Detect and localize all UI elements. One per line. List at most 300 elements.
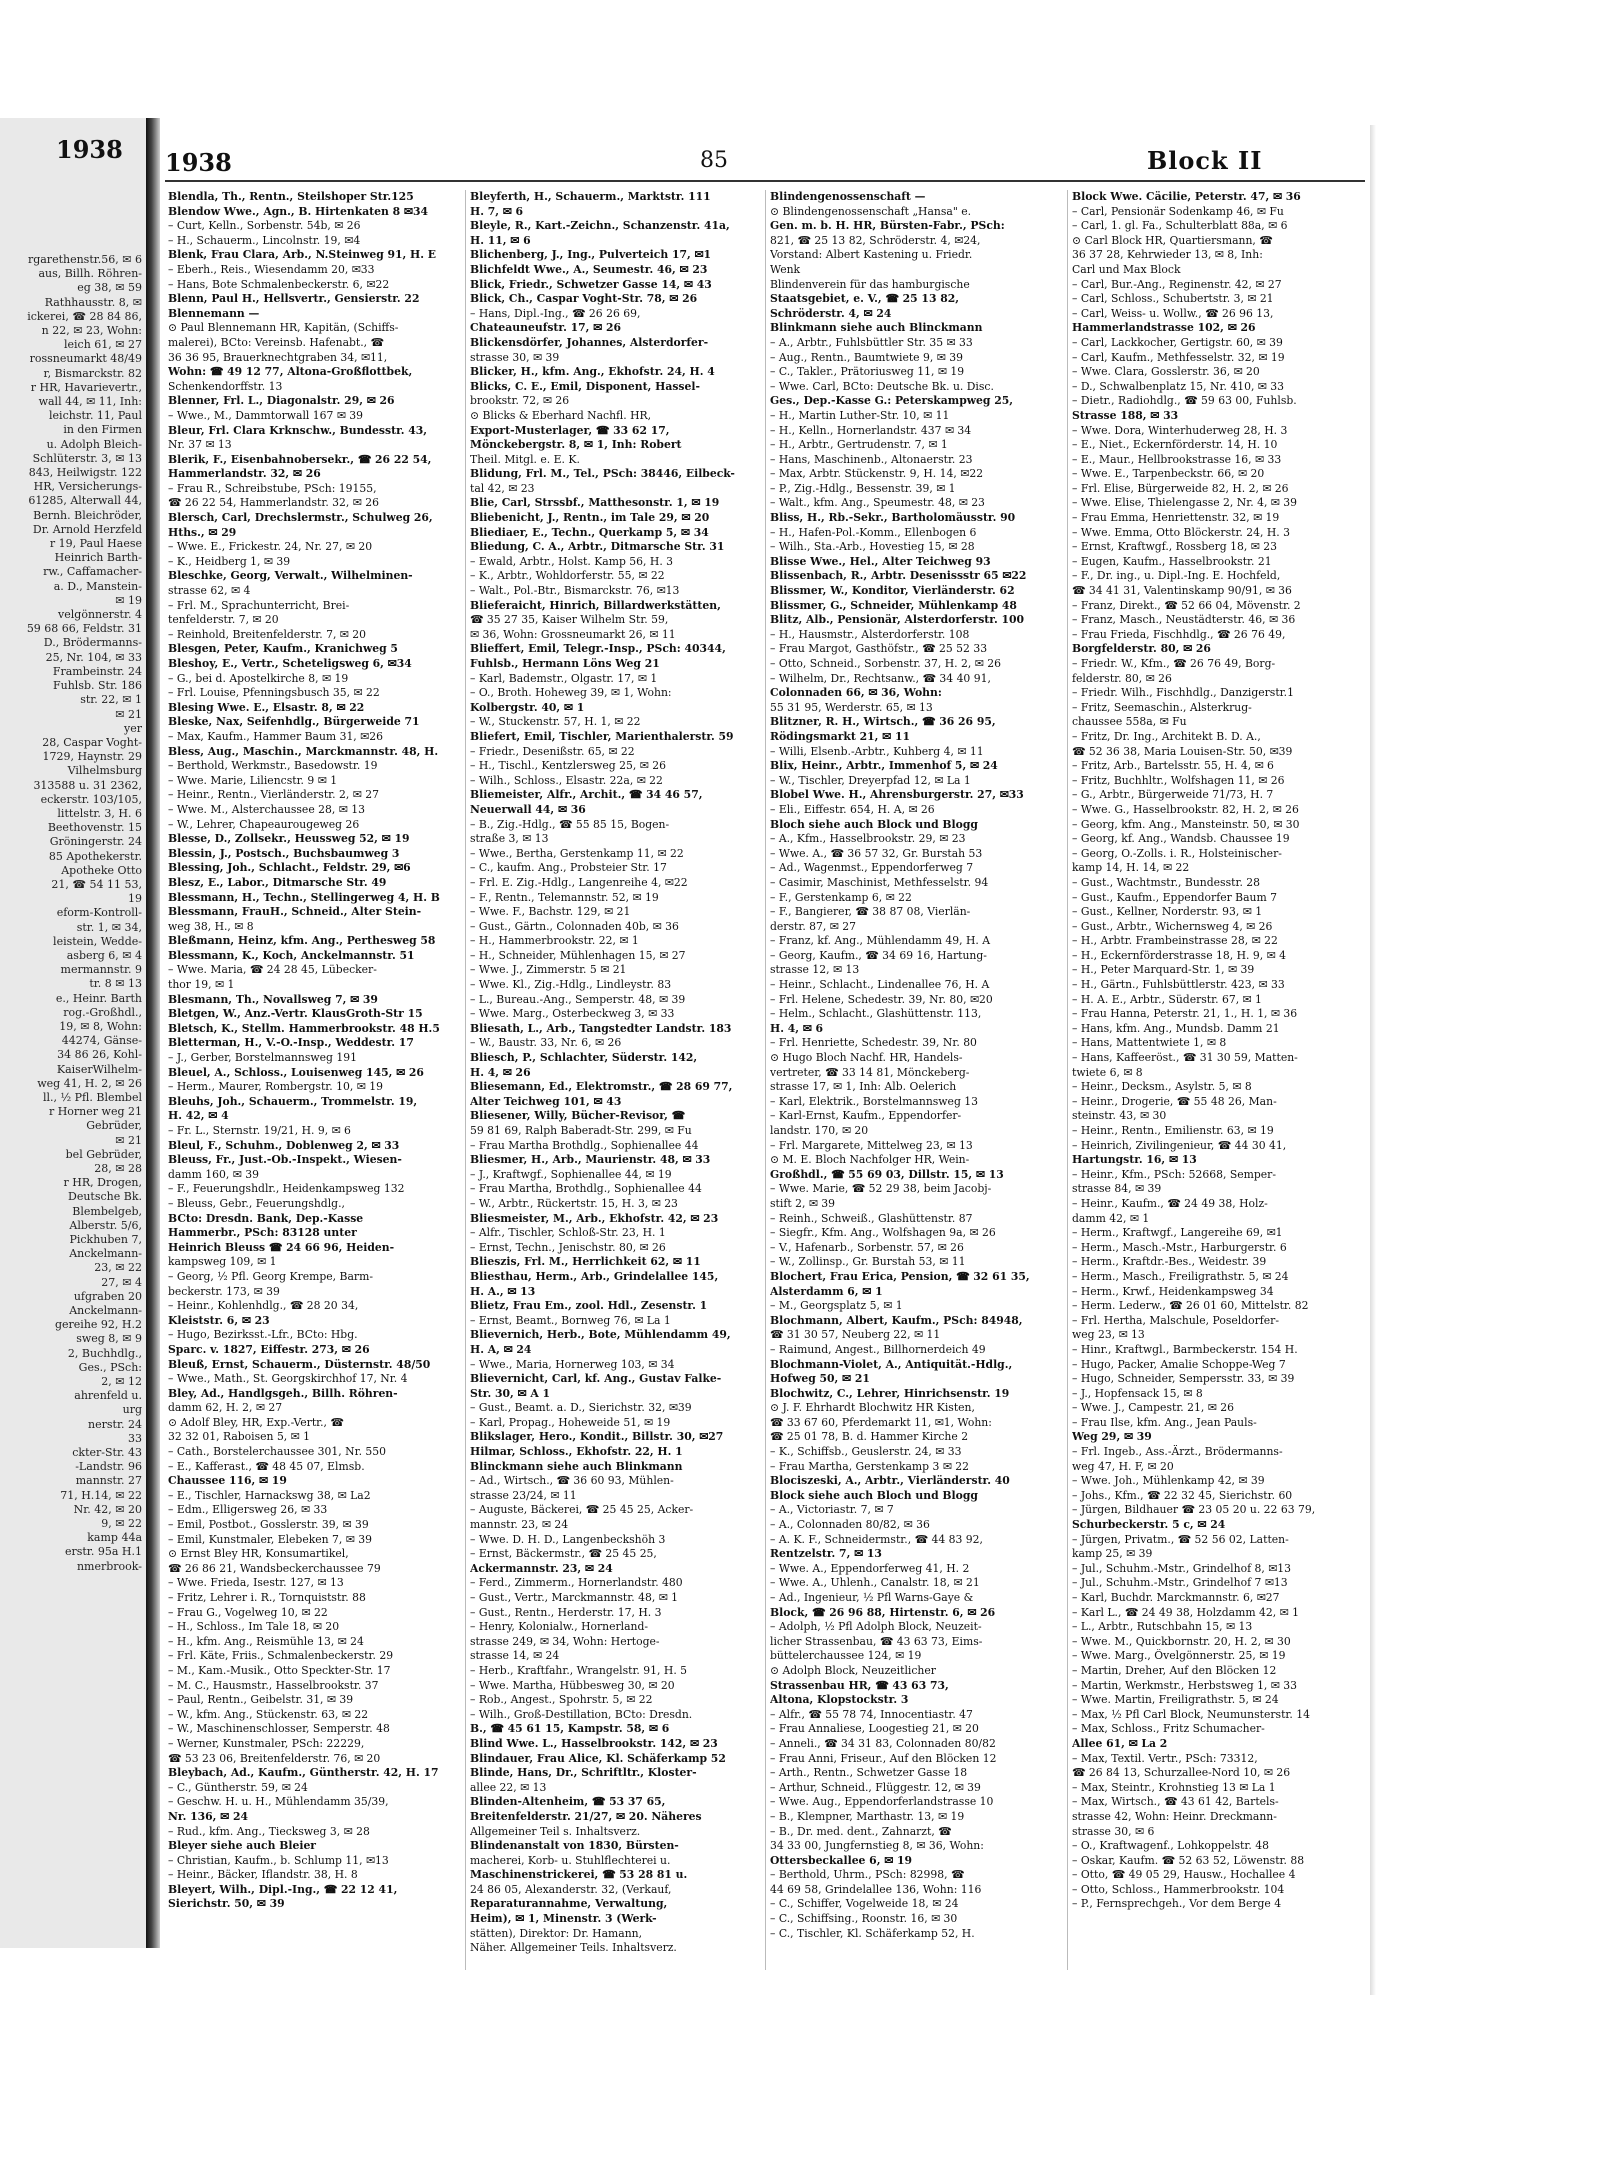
left-page-line: 71, H.14, ✉ 22: [60, 1488, 142, 1502]
left-page-line: 25, Nr. 104, ✉ 33: [45, 650, 142, 664]
directory-entry-line: – Hinr., Kraftwgl., Barmbeckerstr. 154 H.: [1072, 1342, 1298, 1356]
directory-entry-line: – Christian, Kaufm., b. Schlump 11, ✉13: [168, 1853, 389, 1867]
column-2: [470, 190, 750, 1956]
left-page-line: leichstr. 11, Paul: [49, 409, 142, 423]
directory-entry-line: – H. A. E., Arbtr., Süderstr. 67, ✉ 1: [1072, 992, 1262, 1006]
left-page-line: str. 1, ✉ 34,: [76, 920, 142, 934]
directory-entry-line: Alter Teichweg 101, ✉ 43: [470, 1094, 622, 1108]
left-page-line: r 19, Paul Haese: [49, 537, 142, 551]
directory-entry-line: – Wwe. Elise, Thielengasse 2, Nr. 4, ✉ 39: [1072, 496, 1298, 510]
directory-entry-line: Bliefert, Emil, Tischler, Marienthalerstr. 59: [470, 729, 734, 743]
left-page-line: mannstr. 27: [75, 1474, 142, 1488]
left-page-line: r Horner weg 21: [48, 1105, 142, 1119]
left-page-line: Gebrüder,: [86, 1119, 142, 1133]
book-gutter: [146, 118, 160, 1948]
directory-entry-line: – Frau Anni, Friseur., Auf den Blöcken 12: [770, 1751, 997, 1765]
directory-entry-line: – Frau Martha, Brothdlg., Sophienallee 44: [470, 1182, 702, 1196]
left-page-line: gereihe 92, H.2: [54, 1318, 142, 1332]
directory-entry-line: – Friedr. W., Kfm., ☎ 26 76 49, Borg-: [1072, 657, 1276, 670]
directory-entry-line: – Wwe. Dora, Winterhuderweg 28, H. 3: [1072, 423, 1288, 437]
directory-entry-line: strasse 17, ✉ 1, Inh: Alb. Oelerich: [770, 1080, 957, 1094]
directory-entry-line: – Jürgen, Privatm., ☎ 52 56 02, Latten-: [1072, 1532, 1289, 1546]
directory-entry-line: – Hans, Maschinenb., Altonaerstr. 23: [770, 452, 973, 466]
directory-entry-line: – C., Schiffsing., Roonstr. 16, ✉ 30: [770, 1912, 958, 1926]
directory-entry-line: Bliss, H., Rb.-Sekr., Bartholomäusstr. 90: [770, 511, 1016, 525]
directory-entry-line: – L., Bureau.-Ang., Semperstr. 48, ✉ 39: [470, 992, 686, 1006]
directory-entry-line: – Paul, Rentn., Geibelstr. 31, ✉ 39: [168, 1693, 354, 1707]
directory-entry-line: – Curt, Kelln., Sorbenstr. 54b, ✉ 26: [168, 219, 361, 233]
directory-entry-line: – H., Schauerm., Lincolnstr. 19, ✉4: [168, 233, 361, 247]
directory-entry-line: Blind Wwe. L., Hasselbrookstr. 142, ✉ 23: [470, 1736, 718, 1750]
directory-entry-line: – Wwe. Marie, ☎ 52 29 38, beim Jacobj-: [770, 1182, 992, 1196]
directory-entry-line: – Hans, Mattentwiete 1, ✉ 8: [1072, 1036, 1227, 1050]
directory-entry-line: – Max, Wirtsch., ☎ 43 61 42, Bartels-: [1072, 1795, 1279, 1809]
left-page-line: Alberstr. 5/6,: [69, 1218, 142, 1232]
left-page-line: 9, ✉ 22: [101, 1517, 142, 1531]
directory-entry-line: Mönckebergstr. 8, ✉ 1, Inh: Robert: [470, 438, 682, 452]
left-page-line: yer: [124, 721, 142, 735]
left-page-line: weg 41, H. 2, ✉ 26: [37, 1076, 142, 1090]
directory-entry-line: Blochwitz, C., Lehrer, Hinrichsenstr. 19: [770, 1386, 1010, 1400]
directory-entry-line: – Heinr., Bäcker, Iflandstr. 38, H. 8: [168, 1868, 358, 1882]
directory-entry-line: – Fritz, Seemaschin., Alsterkrug-: [1072, 700, 1252, 714]
directory-entry-line: beckerstr. 173, ✉ 39: [168, 1284, 280, 1298]
directory-entry-line: damm 160, ✉ 39: [168, 1167, 259, 1181]
directory-entry-line: licher Strassenbau, ☎ 43 63 73, Eims-: [770, 1634, 983, 1648]
directory-entry-line: Blenk, Frau Clara, Arb., N.Steinweg 91, H. E: [168, 248, 437, 262]
directory-entry-line: – Herm. Lederw., ☎ 26 01 60, Mittelstr. 82: [1072, 1299, 1309, 1313]
directory-entry-line: – Fritz, Lehrer i. R., Tornquiststr. 88: [168, 1591, 366, 1604]
left-page-line: e., Heinr. Barth: [55, 991, 142, 1005]
left-page-line: tr. 8 ✉ 13: [89, 977, 142, 991]
directory-entry-line: Ges., Dep.-Kasse G.: Peterskampweg 25,: [770, 394, 1013, 408]
directory-entry-line: – Wwe. Kl., Zig.-Hdlg., Lindleystr. 83: [470, 978, 672, 992]
left-page-line: velgönnerstr. 4: [58, 608, 142, 622]
directory-entry-line: Carl und Max Block: [1072, 262, 1181, 276]
directory-entry-line: – Auguste, Bäckerei, ☎ 25 45 25, Acker-: [470, 1503, 694, 1517]
directory-entry-line: Blickensdörfer, Johannes, Alsterdorfer-: [470, 335, 709, 349]
directory-entry-line: – Wwe. F., Bachstr. 129, ✉ 21: [470, 905, 631, 919]
directory-entry-line: – E., Maur., Hellbrookstrasse 16, ✉ 33: [1072, 452, 1282, 466]
left-page-line: 23, ✉ 22: [94, 1261, 142, 1275]
directory-entry-line: Hammerbr., PSch: 83128 unter: [168, 1226, 357, 1240]
directory-entry-line: – Herm., Masch., Freiligrathstr. 5, ✉ 24: [1072, 1269, 1289, 1283]
directory-entry-line: – Arth., Rentn., Schwetzer Gasse 18: [770, 1766, 968, 1780]
directory-entry-line: Blichfeldt Wwe., A., Seumestr. 46, ✉ 23: [470, 262, 708, 276]
directory-entry-line: – H., Hausmstr., Alsterdorferstr. 108: [770, 627, 970, 641]
directory-entry-line: Blicker, H., kfm. Ang., Ekhofstr. 24, H. 4: [470, 365, 715, 379]
directory-entry-line: Breitenfelderstr. 21/27, ✉ 20. Näheres: [470, 1809, 702, 1823]
directory-entry-line: Nr. 37 ✉ 13: [168, 438, 232, 452]
directory-entry-line: Blessmann, H., Techn., Stellingerweg 4, H. B: [168, 890, 440, 904]
left-page-line: asberg 6, ✉ 4: [66, 948, 142, 962]
directory-entry-line: Bleyert, Wilh., Dipl.-Ing., ☎ 22 12 41,: [168, 1882, 398, 1896]
directory-entry-line: – Ernst, Kraftwgf., Rossberg 18, ✉ 23: [1072, 540, 1277, 554]
directory-entry-line: Blesgen, Peter, Kaufm., Kranichweg 5: [168, 642, 398, 656]
directory-entry-line: – Oskar, Kaufm. ☎ 52 63 52, Löwenstr. 88: [1072, 1853, 1305, 1867]
directory-entry-line: Bliesemann, Ed., Elektromstr., ☎ 28 69 77,: [470, 1080, 733, 1094]
directory-entry-line: – O., Kraftwagenf., Lohkoppelstr. 48: [1072, 1839, 1269, 1853]
directory-entry-line: – Wwe. J., Zimmerstr. 5 ✉ 21: [470, 963, 627, 977]
directory-entry-line: – Wwe., Math., St. Georgskirchhof 17, Nr. 4: [168, 1372, 408, 1386]
left-page-line: 33: [128, 1431, 142, 1445]
directory-entry-line: Chaussee 116, ✉ 19: [168, 1474, 287, 1488]
directory-entry-line: – W., Baustr. 33, Nr. 6, ✉ 26: [470, 1036, 622, 1050]
directory-entry-line: – H., Hafen-Pol.-Komm., Ellenbogen 6: [770, 525, 977, 539]
left-page-line: 28, ✉ 28: [94, 1162, 142, 1175]
column-divider: [1067, 190, 1068, 1970]
left-page-line: Frambeinstr. 24: [52, 664, 142, 678]
directory-entry-line: – Bleuss, Gebr., Feuerungshdlg.,: [168, 1196, 345, 1210]
directory-entry-line: – Anneli., ☎ 34 31 83, Colonnaden 80/82: [770, 1736, 996, 1750]
directory-entry-line: – Karl L., ☎ 24 49 38, Holzdamm 42, ✉ 1: [1072, 1605, 1299, 1619]
directory-entry-line: Strassenbau HR, ☎ 43 63 73,: [770, 1678, 949, 1692]
directory-entry-line: strasse 84, ✉ 39: [1072, 1182, 1162, 1196]
directory-entry-line: – Heinr., Rentn., Vierländerstr. 2, ✉ 27: [168, 788, 379, 802]
directory-entry-line: Chateauneufstr. 17, ✉ 26: [470, 321, 622, 335]
directory-entry-line: – Walt., Pol.-Btr., Bismarckstr. 76, ✉13: [470, 584, 680, 598]
left-page-edge: [0, 118, 146, 1948]
directory-entry-line: – Gust., Vertr., Marckmannstr. 48, ✉ 1: [470, 1591, 679, 1604]
directory-entry-line: – A. K. F., Schneidermstr., ☎ 44 83 92,: [770, 1532, 983, 1546]
directory-entry-line: – Frl. M., Sprachunterricht, Brei-: [168, 598, 350, 612]
directory-entry-line: Ackermannstr. 23, ✉ 24: [470, 1561, 613, 1575]
left-page-line: ✉ 21: [115, 707, 142, 721]
directory-entry-line: Blendla, Th., Rentn., Steilshoper Str.125: [168, 190, 414, 203]
directory-entry-line: – Wilh., Sta.-Arb., Hovestieg 15, ✉ 28: [770, 540, 975, 554]
left-page-line: Anckelmann-: [69, 1304, 142, 1318]
directory-entry-line: Blochert, Frau Erica, Pension, ☎ 32 61 35,: [770, 1269, 1030, 1283]
directory-entry-line: – Frau Annaliese, Loogestieg 21, ✉ 20: [770, 1722, 979, 1736]
directory-entry-line: – Willi, Elsenb.-Arbtr., Kuhberg 4, ✉ 11: [770, 744, 984, 758]
directory-entry-line: Schurbeckerstr. 5 c, ✉ 24: [1072, 1518, 1226, 1532]
left-page-line: rog.-Großhdl.,: [63, 1005, 142, 1019]
directory-entry-line: – Frl. Hertha, Malschule, Poseldorfer-: [1072, 1313, 1279, 1327]
left-page-line: kamp 44a: [87, 1531, 142, 1545]
directory-entry-line: – W., Stuckenstr. 57, H. 1, ✉ 22: [470, 715, 641, 729]
directory-entry-line: felderstr. 80, ✉ 26: [1072, 671, 1172, 685]
directory-entry-line: Blochmann-Violet, A., Antiquität.-Hdlg.,: [770, 1357, 1013, 1371]
directory-entry-line: ☎ 26 22 54, Hammerlandstr. 32, ✉ 26: [168, 496, 379, 510]
directory-entry-line: Bliesmeister, M., Arb., Ekhofstr. 42, ✉ 23: [470, 1211, 719, 1225]
left-page-line: Vilhelmsburg: [67, 764, 142, 778]
directory-entry-line: – H., Eckernförderstrasse 18, H. 9, ✉ 4: [1072, 948, 1286, 962]
directory-entry-line: Bley, Ad., Handlgsgeh., Billh. Röhren-: [168, 1386, 398, 1400]
directory-entry-line: Blociszeski, A., Arbtr., Vierländerstr. 40: [770, 1474, 1010, 1488]
directory-entry-line: – W., Arbtr., Rückertstr. 15, H. 3, ✉ 23: [470, 1196, 678, 1210]
directory-entry-line: – Wwe. Martin, Freiligrathstr. 5, ✉ 24: [1072, 1693, 1279, 1707]
directory-entry-line: – Adolph, ½ Pfl Adolph Block, Neuzeit-: [770, 1620, 982, 1634]
left-page-line: 44274, Gänse-: [61, 1034, 142, 1048]
left-page-line: Rathhausstr. 8, ✉: [44, 295, 142, 309]
column-divider: [465, 190, 466, 1970]
directory-entry-line: twiete 6, ✉ 8: [1072, 1065, 1143, 1079]
page-edge: [1370, 125, 1376, 1995]
left-page-line: n 22, ✉ 23, Wohn:: [41, 324, 142, 338]
left-page-line: Bernh. Bleichröder,: [33, 508, 142, 522]
directory-entry-line: stätten), Direktor: Dr. Hamann,: [470, 1926, 643, 1940]
directory-entry-line: – E., Niet., Eckernförderstr. 14, H. 10: [1072, 438, 1278, 452]
left-page-line: in den Firmen: [63, 423, 142, 437]
directory-entry-line: – W., kfm. Ang., Stückenstr. 63, ✉ 22: [168, 1707, 369, 1721]
directory-entry-line: weg 47, H. F, ✉ 20: [1072, 1459, 1174, 1473]
directory-entry-line: – Frl. Elise, Bürgerweide 82, H. 2, ✉ 26: [1072, 481, 1289, 495]
directory-entry-line: – Frl. Ingeb., Ass.-Ärzt., Brödermanns-: [1072, 1445, 1283, 1459]
directory-entry-line: Blersch, Carl, Drechslermstr., Schulweg 26,: [168, 511, 433, 525]
directory-entry-line: – Friedr., Desenißstr. 65, ✉ 22: [470, 744, 635, 758]
left-page-line: Nr. 42, ✉ 20: [73, 1502, 142, 1516]
directory-entry-line: – Wwe. A., ☎ 36 57 32, Gr. Burstah 53: [770, 846, 983, 860]
directory-entry-line: – Herm., Maurer, Rombergstr. 10, ✉ 19: [168, 1080, 383, 1094]
directory-entry-line: tal 42, ✉ 23: [470, 481, 535, 495]
directory-entry-line: Blerik, F., Eisenbahnobersekr., ☎ 26 22 54,: [168, 452, 432, 466]
directory-entry-line: Blesing Wwe. E., Elsastr. 8, ✉ 22: [168, 700, 365, 714]
directory-entry-line: Blesz, E., Labor., Ditmarsche Str. 49: [168, 875, 387, 889]
directory-entry-line: Blessing, Joh., Schlacht., Feldstr. 29, ✉6: [168, 861, 411, 875]
directory-entry-line: – Eugen, Kaufm., Hasselbrookstr. 21: [1072, 554, 1272, 568]
directory-entry-line: 32 32 01, Raboisen 5, ✉ 1: [168, 1430, 311, 1444]
directory-entry-line: – Ewald, Arbtr., Holst. Kamp 56, H. 3: [470, 554, 674, 568]
left-page-line: Fuhlsb. Str. 186: [53, 679, 142, 693]
directory-entry-line: – V., Hafenarb., Sorbenstr. 57, ✉ 26: [770, 1240, 964, 1254]
directory-entry-line: – C., Schiffer, Vogelweide 18, ✉ 24: [770, 1897, 959, 1911]
left-page-line: r HR, Havarievertr.,: [30, 380, 142, 394]
directory-entry-line: – Heinr., Drogerie, ☎ 55 48 26, Man-: [1072, 1094, 1277, 1108]
directory-entry-line: – Franz, Direkt., ☎ 52 66 04, Mövenstr. 2: [1072, 598, 1301, 612]
directory-entry-line: – F., Feuerungshdlr., Heidenkampsweg 132: [168, 1182, 405, 1196]
directory-entry-line: – Wwe. Frieda, Isestr. 127, ✉ 13: [168, 1576, 344, 1590]
directory-entry-line: derstr. 87, ✉ 27: [770, 919, 857, 933]
directory-entry-line: – H., Kelln., Hornerlandstr. 437 ✉ 34: [770, 423, 972, 437]
directory-entry-line: – Werner, Kunstmaler, PSch: 22229,: [168, 1736, 365, 1750]
directory-entry-line: – D., Schwalbenplatz 15, Nr. 410, ✉ 33: [1072, 379, 1285, 393]
directory-entry-line: ☎ 26 84 13, Schurzallee-Nord 10, ✉ 26: [1072, 1766, 1291, 1780]
directory-entry-line: H. A, ✉ 24: [470, 1342, 532, 1356]
directory-entry-line: Blendow Wwe., Agn., B. Hirtenkaten 8 ✉34: [168, 204, 428, 218]
left-page-line: 2, Buchhdlg.,: [67, 1346, 142, 1360]
directory-entry-line: strasse 14, ✉ 24: [470, 1649, 560, 1663]
directory-entry-line: – Wwe. Marg., Övelgönnerstr. 25, ✉ 19: [1072, 1649, 1286, 1663]
directory-entry-line: – Wwe. M., Alsterchaussee 28, ✉ 13: [168, 802, 365, 816]
directory-entry-line: – Heinrich, Zivilingenieur, ☎ 44 30 41,: [1072, 1138, 1287, 1152]
directory-entry-line: ☎ 25 01 78, B. d. Hammer Kirche 2: [770, 1430, 969, 1444]
directory-entry-line: – Arthur, Schneid., Flüggestr. 12, ✉ 39: [770, 1780, 981, 1794]
left-page-line: 1729, Haynstr. 29: [42, 750, 142, 764]
directory-entry-line: – Rob., Angest., Spohrstr. 5, ✉ 22: [470, 1693, 653, 1707]
directory-entry-line: BCto: Dresdn. Bank, Dep.-Kasse: [168, 1211, 364, 1225]
directory-entry-line: 55 31 95, Werderstr. 65, ✉ 13: [770, 700, 933, 714]
directory-entry-line: – Wwe. E., Tarpenbeckstr. 66, ✉ 20: [1072, 467, 1265, 481]
directory-entry-line: – Alfr., Tischler, Schloß-Str. 23, H. 1: [470, 1226, 666, 1240]
directory-entry-line: – Max, ½ Pfl Carl Block, Neumunsterstr. 14: [1072, 1707, 1310, 1721]
directory-entry-line: – Georg, O.-Zolls. i. R., Holsteinischer-: [1072, 846, 1282, 860]
directory-entry-line: – Dietr., Radiohdlg., ☎ 59 63 00, Fuhlsb.: [1072, 394, 1297, 408]
directory-entry-line: Hammerlandstrasse 102, ✉ 26: [1072, 321, 1256, 335]
directory-entry-line: – F., Rentn., Telemannstr. 52, ✉ 19: [470, 890, 659, 904]
directory-entry-line: Bleyle, R., Kart.-Zeichn., Schanzenstr. 41a,: [470, 219, 730, 233]
directory-entry-line: Blick, Ch., Caspar Voght-Str. 78, ✉ 26: [470, 292, 698, 306]
directory-entry-line: Blobel Wwe. H., Ahrensburgerstr. 27, ✉33: [770, 788, 1024, 802]
directory-entry-line: Maschinenstrickerei, ☎ 53 28 81 u.: [470, 1868, 688, 1882]
directory-entry-line: – Wwe. G., Hasselbrookstr. 82, H. 2, ✉ 26: [1072, 802, 1299, 816]
directory-entry-line: ⊙ J. F. Ehrhardt Blochwitz HR Kisten,: [770, 1401, 975, 1415]
directory-entry-line: – Henry, Kolonialw., Hornerland-: [470, 1620, 649, 1634]
directory-entry-line: Bletterman, H., V.-O.-Insp., Weddestr. 17: [168, 1036, 414, 1050]
directory-entry-line: – Wwe. Carl, BCto: Deutsche Bk. u. Disc.: [770, 379, 994, 393]
directory-entry-line: 36 36 95, Brauerknechtgraben 34, ✉11,: [168, 350, 388, 364]
column-4: [1072, 190, 1352, 1912]
directory-entry-line: – Max, Steintr., Krohnstieg 13 ✉ La 1: [1072, 1780, 1276, 1794]
directory-entry-line: – C., Takler., Prätoriusweg 11, ✉ 19: [770, 365, 965, 379]
directory-entry-line: Blie, Carl, Strssbf., Matthesonstr. 1, ✉ 19: [470, 496, 720, 510]
directory-entry-line: vertreter, ☎ 33 14 81, Mönckeberg-: [770, 1065, 970, 1079]
left-page-line: 313588 u. 31 2362,: [33, 778, 142, 792]
directory-entry-line: – Frau Hanna, Peterstr. 21, 1., H. 1, ✉ 36: [1072, 1007, 1298, 1021]
directory-entry-line: – Martin, Werkmstr., Herbstsweg 1, ✉ 33: [1072, 1678, 1298, 1692]
directory-entry-line: Block Wwe. Cäcilie, Peterstr. 47, ✉ 36: [1072, 190, 1301, 203]
directory-entry-line: Bleuel, A., Schloss., Louisenweg 145, ✉ 26: [168, 1065, 424, 1079]
directory-entry-line: ✉ 36, Wohn: Grossneumarkt 26, ✉ 11: [470, 627, 676, 641]
directory-entry-line: – Herb., Kraftfahr., Wrangelstr. 91, H. 5: [470, 1663, 688, 1677]
directory-entry-line: – Emil, Postbot., Gosslerstr. 39, ✉ 39: [168, 1518, 369, 1532]
left-page-line: 19: [128, 892, 142, 906]
directory-entry-line: Ottersbeckallee 6, ✉ 19: [770, 1853, 913, 1867]
directory-entry-line: Altona, Klopstockstr. 3: [770, 1693, 909, 1707]
directory-entry-line: Fuhlsb., Hermann Löns Weg 21: [470, 657, 660, 670]
directory-entry-line: Blix, Heinr., Arbtr., Immenhof 5, ✉ 24: [770, 759, 998, 773]
directory-entry-line: – Georg, kf. Ang., Wandsb. Chaussee 19: [1072, 832, 1290, 846]
directory-entry-line: – M. C., Hausmstr., Hasselbrookstr. 37: [168, 1678, 379, 1692]
directory-entry-line: Vorstand: Albert Kastening u. Friedr.: [770, 248, 973, 262]
directory-entry-line: – Ernst, Beamt., Bornweg 76, ✉ La 1: [470, 1313, 671, 1327]
left-page-line: ✉ 19: [115, 593, 142, 607]
directory-entry-line: brookstr. 72, ✉ 26: [470, 394, 570, 408]
directory-entry-line: 34 33 00, Jungfernstieg 8, ✉ 36, Wohn:: [770, 1839, 984, 1853]
directory-entry-line: – Hans, Bote Schmalenbeckerstr. 6, ✉22: [168, 277, 390, 291]
directory-entry-line: – Hans, kfm. Ang., Mundsb. Damm 21: [1072, 1021, 1280, 1035]
directory-entry-line: – Franz, Masch., Neustädterstr. 46, ✉ 36: [1072, 613, 1296, 627]
directory-entry-line: – K., Schiffsb., Geuslerstr. 24, ✉ 33: [770, 1445, 962, 1459]
directory-entry-line: – Ernst, Techn., Jenischstr. 80, ✉ 26: [470, 1240, 666, 1254]
directory-entry-line: Sierichstr. 50, ✉ 39: [168, 1897, 285, 1911]
directory-entry-line: Blinde, Hans, Dr., Schriftltr., Kloster-: [470, 1766, 697, 1780]
left-page-line: D., Brödermanns-: [43, 636, 142, 650]
directory-entry-line: Bleske, Nax, Seifenhdlg., Bürgerweide 71: [168, 715, 420, 729]
directory-entry-line: – A., Victoriastr. 7, ✉ 7: [770, 1503, 894, 1517]
directory-entry-line: damm 62, H. 2, ✉ 27: [168, 1401, 283, 1415]
directory-entry-line: – Hans, Dipl.-Ing., ☎ 26 26 69,: [470, 306, 641, 320]
left-page-line: nmerbrook-: [76, 1559, 142, 1573]
directory-entry-line: – Otto, Schneid., Sorbenstr. 37, H. 2, ✉ 26: [770, 657, 1001, 670]
directory-entry-line: ☎ 34 41 31, Valentinskamp 90/91, ✉ 36: [1072, 584, 1292, 598]
column-3: [770, 190, 1050, 1941]
directory-entry-line: – C., Güntherstr. 59, ✉ 24: [168, 1780, 308, 1794]
directory-entry-line: Bleßmann, Heinz, kfm. Ang., Perthesweg 58: [168, 934, 436, 948]
left-page-line: 19, ✉ 8, Wohn:: [59, 1019, 142, 1033]
directory-entry-line: ☎ 33 67 60, Pferdemarkt 11, ✉1, Wohn:: [770, 1415, 992, 1429]
directory-entry-line: – Walt., kfm. Ang., Speumestr. 48, ✉ 23: [770, 496, 985, 510]
directory-entry-line: ☎ 26 86 21, Wandsbeckerchaussee 79: [168, 1561, 381, 1575]
directory-entry-line: – J., Kraftwgf., Sophienallee 44, ✉ 19: [470, 1167, 672, 1181]
directory-entry-line: – Frau G., Vogelweg 10, ✉ 22: [168, 1605, 328, 1619]
directory-entry-line: – O., Broth. Hoheweg 39, ✉ 1, Wohn:: [470, 686, 672, 700]
directory-entry-line: – Heinr., Kfm., PSch: 52668, Semper-: [1072, 1167, 1276, 1181]
left-page-line: 21, ☎ 54 11 53,: [51, 877, 142, 891]
directory-entry-line: Str. 30, ✉ A 1: [470, 1386, 550, 1400]
directory-entry-line: Blessmann, FrauH., Schneid., Alter Stein-: [168, 905, 422, 919]
column-divider: [765, 190, 766, 1970]
left-page-line: a. D., Manstein-: [53, 579, 142, 593]
left-page-line: leich 61, ✉ 27: [64, 338, 142, 352]
directory-entry-line: Bleschke, Georg, Verwalt., Wilhelminen-: [168, 569, 413, 583]
left-page-line: 28, Caspar Voght-: [42, 735, 142, 749]
directory-entry-line: Blennemann —: [168, 306, 260, 320]
directory-entry-line: – Ernst, Bäckermstr., ☎ 25 45 25,: [470, 1547, 657, 1561]
directory-entry-line: – Ad., Ingenieur, ½ Pfl Warns-Gaye &: [770, 1591, 974, 1604]
directory-entry-line: – Fritz, Dr. Ing., Architekt B. D. A.,: [1072, 729, 1261, 743]
directory-entry-line: – Franz, kf. Ang., Mühlendamm 49, H. A: [770, 934, 991, 948]
directory-entry-line: B., ☎ 45 61 15, Kampstr. 58, ✉ 6: [470, 1722, 670, 1736]
directory-entry-line: – Hugo, Bezirksst.-Lfr., BCto: Hbg.: [168, 1328, 358, 1342]
directory-entry-line: Bloch siehe auch Block und Blogg: [770, 817, 978, 831]
directory-entry-line: – Ad., Wirtsch., ☎ 36 60 93, Mühlen-: [470, 1474, 674, 1488]
directory-entry-line: ⊙ Blindengenossenschaft „Hansa" e.: [770, 204, 972, 218]
directory-entry-line: – Carl, Pensionär Sodenkamp 46, ✉ Fu: [1072, 204, 1284, 218]
directory-entry-line: Blick, Friedr., Schwetzer Gasse 14, ✉ 43: [470, 277, 712, 291]
directory-entry-line: – H., Peter Marquard-Str. 1, ✉ 39: [1072, 963, 1255, 977]
directory-entry-line: – Karl, Elektrik., Borstelmannsweg 13: [770, 1094, 979, 1108]
directory-entry-line: – H., Arbtr. Frambeinstrasse 28, ✉ 22: [1072, 934, 1278, 948]
directory-entry-line: – W., Maschinenschlosser, Semperstr. 48: [168, 1722, 390, 1736]
left-page-line: littelstr. 3, H. 6: [57, 806, 142, 820]
left-page-line: u. Adolph Bleich-: [46, 437, 142, 451]
directory-entry-line: – Heinr., Schlacht., Lindenallee 76, H. A: [770, 978, 990, 992]
directory-entry-line: kamp 14, H. 14, ✉ 22: [1072, 861, 1190, 875]
directory-entry-line: Reparaturannahme, Verwaltung,: [470, 1897, 668, 1911]
directory-entry-line: 59 81 69, Ralph Baberadt-Str. 299, ✉ Fu: [470, 1124, 692, 1137]
directory-entry-line: – L., Arbtr., Rutschbahn 15, ✉ 13: [1072, 1620, 1253, 1634]
scan-top-margin: [0, 0, 1600, 36]
left-page-line: urg: [122, 1403, 142, 1417]
directory-entry-line: – Georg, Kaufm., ☎ 34 69 16, Hartung-: [770, 948, 987, 962]
directory-entry-line: Bliesath, L., Arb., Tangstedter Landstr. 183: [470, 1021, 732, 1035]
directory-entry-line: – Wwe. A., Eppendorferweg 41, H. 2: [770, 1561, 970, 1575]
left-page-line: 2, ✉ 12: [101, 1375, 142, 1389]
left-page-line: 85 Apothekerstr.: [48, 849, 142, 863]
directory-entry-line: – C., kaufm. Ang., Probsteier Str. 17: [470, 861, 667, 875]
directory-entry-line: – Geschw. H. u. H., Mühlendamm 35/39,: [168, 1795, 389, 1809]
directory-entry-line: Strasse 188, ✉ 33: [1072, 408, 1179, 422]
directory-entry-line: kamp 25, ✉ 39: [1072, 1547, 1153, 1561]
directory-entry-line: Blieferaicht, Hinrich, Billardwerkstätten,: [470, 598, 721, 612]
directory-entry-line: Block siehe auch Bloch und Blogg: [770, 1488, 978, 1502]
left-page-line: r, Bismarckstr. 82: [43, 366, 142, 380]
directory-entry-line: Kolbergstr. 40, ✉ 1: [470, 700, 585, 714]
directory-entry-line: Hartungstr. 16, ✉ 13: [1072, 1153, 1197, 1167]
directory-entry-line: Bleuhs, Joh., Schauerm., Trommelstr. 19,: [168, 1094, 418, 1108]
left-page-line: ll., ½ Pfl. Blembel: [42, 1090, 142, 1104]
directory-entry-line: steinstr. 43, ✉ 30: [1072, 1109, 1167, 1123]
directory-entry-line: – Heinr., Decksm., Asylstr. 5, ✉ 8: [1072, 1080, 1252, 1094]
directory-entry-line: – Wwe. Clara, Gosslerstr. 36, ✉ 20: [1072, 365, 1260, 379]
directory-entry-line: – H., Martin Luther-Str. 10, ✉ 11: [770, 408, 950, 422]
directory-entry-line: – C., Tischler, Kl. Schäferkamp 52, H.: [770, 1926, 975, 1940]
directory-entry-line: Bletgen, W., Anz.-Vertr. KlausGroth-Str 15: [168, 1007, 423, 1021]
left-page-line: sweg 8, ✉ 9: [76, 1332, 142, 1346]
directory-entry-line: – Ferd., Zimmerm., Hornerlandstr. 480: [470, 1576, 683, 1590]
directory-entry-line: Rödingsmarkt 21, ✉ 11: [770, 729, 911, 743]
directory-entry-line: Blissmer, G., Schneider, Mühlenkamp 48: [770, 598, 1017, 612]
